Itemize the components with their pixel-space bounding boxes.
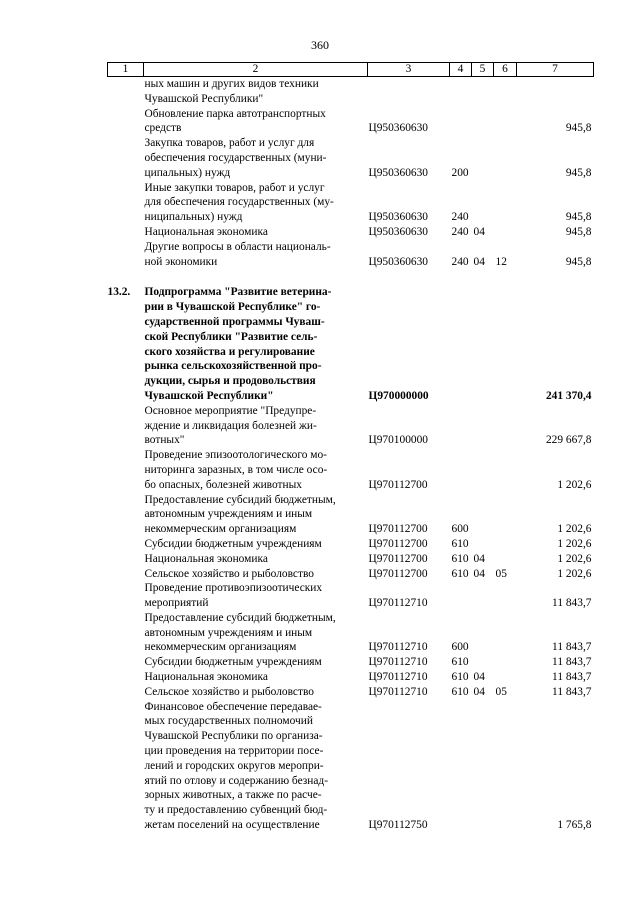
subsection-code xyxy=(494,552,517,567)
column-header: 1 xyxy=(108,63,144,77)
row-amount: 1 765,8 xyxy=(557,819,592,832)
spacer-row xyxy=(108,269,594,285)
row-number xyxy=(108,136,144,180)
section-code xyxy=(472,537,494,552)
section-code: 04 xyxy=(473,567,485,580)
target-article-code: Ц970112710 xyxy=(368,685,428,698)
row-number xyxy=(108,225,144,240)
row-number xyxy=(108,567,144,582)
row-amount: 1 202,6 xyxy=(557,523,592,536)
expense-type-code xyxy=(450,77,472,107)
row-name: Проведение эпизоотологического мо- ниторинга заразных, в том числе осо- бо опасных, болезней животных xyxy=(144,449,328,491)
row-amount: 11 843,7 xyxy=(552,641,592,654)
row-amount: 241 370,4 xyxy=(545,389,592,402)
table-row xyxy=(108,552,594,567)
row-amount: 1 202,6 xyxy=(557,478,592,491)
column-header: 7 xyxy=(517,63,594,77)
table-row xyxy=(108,537,594,552)
expense-type-code: 240 xyxy=(451,255,469,268)
expense-type-code: 610 xyxy=(451,537,469,550)
target-article-code: Ц970112700 xyxy=(368,537,428,550)
page-number: 360 xyxy=(311,38,329,52)
section-code: 04 xyxy=(473,255,485,268)
row-name: Сельское хозяйство и рыболовство xyxy=(144,685,314,698)
row-number xyxy=(108,552,144,567)
row-number xyxy=(108,611,144,655)
column-header: 4 xyxy=(450,63,472,77)
target-article-code: Ц950360630 xyxy=(368,255,428,268)
table-row xyxy=(108,655,594,670)
row-number xyxy=(108,655,144,670)
row-number xyxy=(108,404,144,448)
subsection-code xyxy=(494,611,517,655)
expense-type-code xyxy=(450,448,472,492)
subsection-code xyxy=(494,700,517,833)
row-number xyxy=(108,670,144,685)
row-amount: 11 843,7 xyxy=(552,671,592,684)
target-article-code: Ц970112750 xyxy=(368,819,428,832)
table-row xyxy=(108,181,594,225)
row-number xyxy=(108,448,144,492)
target-article-code: Ц970112710 xyxy=(368,671,428,684)
table-row xyxy=(108,493,594,537)
row-amount: 945,8 xyxy=(565,255,592,268)
section-code xyxy=(472,611,494,655)
section-code: 04 xyxy=(473,225,485,238)
column-header: 5 xyxy=(472,63,494,77)
subsection-code xyxy=(494,225,517,240)
table-row xyxy=(108,285,594,403)
target-article-code: Ц970112710 xyxy=(368,597,428,610)
target-article-code: Ц950360630 xyxy=(368,211,428,224)
subsection-code xyxy=(494,181,517,225)
row-number xyxy=(108,581,144,611)
row-name: Предоставление субсидий бюджетным, автономным учреждениям и иным некоммерческим организациям xyxy=(144,493,336,536)
row-amount: 11 843,7 xyxy=(552,656,592,669)
target-article-code: Ц970112700 xyxy=(368,523,428,536)
section-code xyxy=(472,77,494,107)
expense-type-code: 600 xyxy=(451,523,469,536)
expense-type-code: 600 xyxy=(451,641,469,654)
expense-type-code: 610 xyxy=(451,656,469,669)
row-amount: 1 202,6 xyxy=(557,552,592,565)
row-name: Субсидии бюджетным учреждениям xyxy=(144,656,322,669)
table-row xyxy=(108,136,594,180)
subsection-code xyxy=(494,581,517,611)
row-amount: 1 202,6 xyxy=(557,567,592,580)
subsection-code xyxy=(494,655,517,670)
target-article-code: Ц970112700 xyxy=(368,567,428,580)
row-name: Предоставление субсидий бюджетным, автономным учреждениям и иным некоммерческим организациям xyxy=(144,611,336,654)
section-code: 04 xyxy=(473,685,485,698)
table-row xyxy=(108,670,594,685)
section-code xyxy=(472,448,494,492)
subsection-code xyxy=(494,285,517,403)
subsection-code xyxy=(494,77,517,107)
subsection-code xyxy=(494,107,517,137)
subsection-code xyxy=(494,136,517,180)
target-article-code: Ц970112700 xyxy=(368,552,428,565)
expense-type-code: 610 xyxy=(451,552,469,565)
row-amount: 229 667,8 xyxy=(545,434,592,447)
row-amount: 11 843,7 xyxy=(552,685,592,698)
row-name: Иные закупки товаров, работ и услуг для обеспечения государственных (му- ниципальных) нужд xyxy=(144,181,334,224)
row-number xyxy=(108,537,144,552)
table-row xyxy=(108,567,594,582)
table-row xyxy=(108,700,594,833)
section-code xyxy=(472,493,494,537)
target-article-code: Ц950360630 xyxy=(368,225,428,238)
row-name: Субсидии бюджетным учреждениям xyxy=(144,537,322,550)
row-amount: 945,8 xyxy=(565,122,592,135)
section-code xyxy=(472,404,494,448)
expense-type-code: 240 xyxy=(451,211,469,224)
row-name: Подпрограмма "Развитие ветерина- рии в Чувашской Республике" го- сударственной программы Чуваш- ской Республики "Развитие сель- ского хозяйства и регулирование рынка сельскохозяйственной про- дукции, сырья и продовольствия Чувашской Республики" xyxy=(144,286,332,402)
row-number: 13.2. xyxy=(107,286,131,299)
spacer-cell xyxy=(108,269,594,285)
target-article-code: Ц950360630 xyxy=(368,122,428,135)
target-article-code: Ц970100000 xyxy=(368,434,428,447)
expense-type-code: 240 xyxy=(451,225,469,238)
expense-type-code: 610 xyxy=(451,685,469,698)
target-article-code: Ц970000000 xyxy=(368,389,429,402)
target-article-code: Ц970112710 xyxy=(368,656,428,669)
table-row xyxy=(108,77,594,107)
row-number xyxy=(108,493,144,537)
section-code xyxy=(472,700,494,833)
row-number xyxy=(108,107,144,137)
table-row xyxy=(108,225,594,240)
expense-type-code xyxy=(450,700,472,833)
row-amount: 945,8 xyxy=(565,166,592,179)
table-row xyxy=(108,240,594,270)
expense-type-code: 610 xyxy=(451,671,469,684)
row-amount: 11 843,7 xyxy=(552,597,592,610)
table-row xyxy=(108,448,594,492)
section-code xyxy=(472,107,494,137)
section-code xyxy=(472,581,494,611)
row-name: Финансовое обеспечение передавае- мых государственных полномочий Чувашской Республики по организа- ции проведения на территории посе- лений и городских округов меропри- ятий по отлову и содержанию безнад- зорных животных, а также по расче- ту и предоставлению субвенций бюд- жетам поселений на осуществление xyxy=(144,700,329,832)
section-code: 04 xyxy=(473,552,485,565)
target-article-code: Ц970112700 xyxy=(368,478,428,491)
table-row xyxy=(108,107,594,137)
row-amount: 945,8 xyxy=(565,211,592,224)
expense-type-code xyxy=(450,285,472,403)
expense-type-code xyxy=(450,581,472,611)
expense-type-code: 200 xyxy=(451,166,469,179)
row-number xyxy=(108,700,144,833)
table-body xyxy=(108,77,594,833)
row-number xyxy=(108,77,144,107)
section-code xyxy=(472,655,494,670)
row-name: Национальная экономика xyxy=(144,552,268,565)
row-name: Закупка товаров, работ и услуг для обеспечения государственных (муни- ципальных) нужд xyxy=(144,137,327,179)
column-header: 3 xyxy=(368,63,450,77)
target-article-code xyxy=(368,77,450,107)
section-code xyxy=(472,285,494,403)
subsection-code xyxy=(494,670,517,685)
row-name: ных машин и других видов техники Чувашской Республики" xyxy=(144,78,319,105)
table-row xyxy=(108,404,594,448)
subsection-code: 05 xyxy=(495,567,507,580)
column-header: 2 xyxy=(144,63,368,77)
row-number xyxy=(108,181,144,225)
expense-type-code xyxy=(450,404,472,448)
row-amount xyxy=(517,77,594,107)
row-name: Другие вопросы в области националь- ной экономики xyxy=(144,240,331,268)
row-number xyxy=(108,240,144,270)
target-article-code: Ц970112710 xyxy=(368,641,428,654)
row-number xyxy=(108,685,144,700)
table-row xyxy=(108,581,594,611)
table-row xyxy=(108,685,594,700)
row-name: Обновление парка автотранспортных средств xyxy=(144,107,326,135)
column-header: 6 xyxy=(494,63,517,77)
table-row xyxy=(108,611,594,655)
row-name: Основное мероприятие "Предупре- ждение и ликвидация болезней жи- вотных" xyxy=(144,404,317,447)
row-name: Проведение противоэпизоотических мероприятий xyxy=(144,582,323,610)
subsection-code xyxy=(494,448,517,492)
section-code xyxy=(472,136,494,180)
subsection-code xyxy=(494,537,517,552)
expense-type-code xyxy=(450,107,472,137)
target-article-code: Ц950360630 xyxy=(368,166,428,179)
row-amount: 1 202,6 xyxy=(557,537,592,550)
expense-type-code: 610 xyxy=(451,567,469,580)
subsection-code: 12 xyxy=(495,255,507,268)
row-amount: 945,8 xyxy=(565,225,592,238)
subsection-code xyxy=(494,404,517,448)
row-name: Национальная экономика xyxy=(144,225,268,238)
row-name: Сельское хозяйство и рыболовство xyxy=(144,567,314,580)
row-name: Национальная экономика xyxy=(144,671,268,684)
section-code: 04 xyxy=(473,671,485,684)
table-header-row xyxy=(108,63,594,77)
budget-table xyxy=(107,62,594,833)
subsection-code: 05 xyxy=(495,685,507,698)
section-code xyxy=(472,181,494,225)
subsection-code xyxy=(494,493,517,537)
